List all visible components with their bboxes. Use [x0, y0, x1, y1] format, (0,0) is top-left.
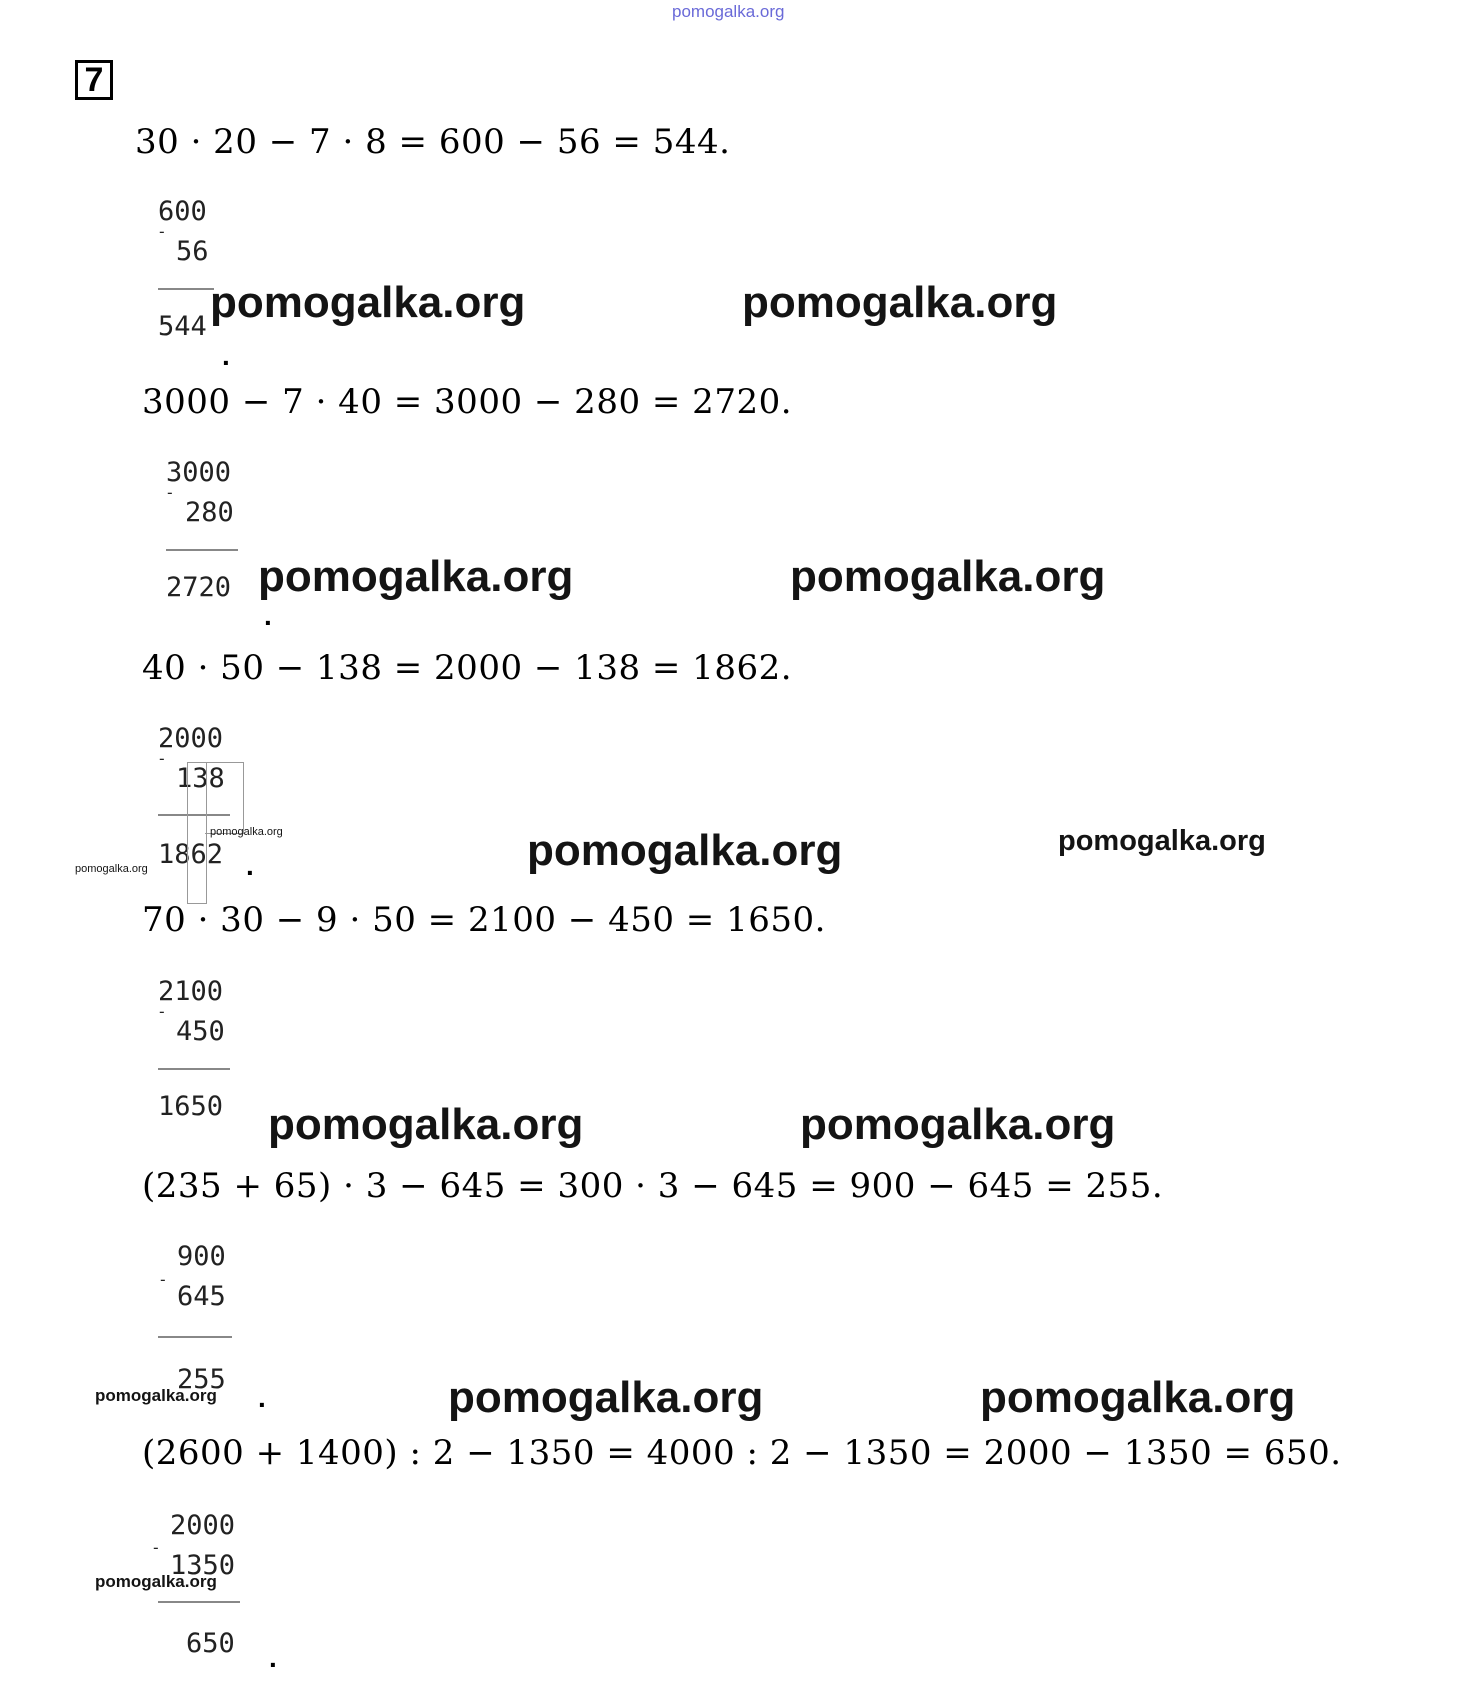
column-6-rule: [158, 1601, 240, 1603]
column-1-rule: [158, 288, 214, 290]
watermark-small: pomogalka.org: [95, 1386, 217, 1405]
watermark: pomogalka.org: [742, 278, 1058, 327]
scan-artifact-frame: [187, 762, 207, 904]
watermark: pomogalka.org: [980, 1373, 1296, 1422]
column-1-minus: -: [157, 222, 167, 241]
column-1-result: 544: [158, 311, 207, 342]
watermark: pomogalka.org: [527, 826, 843, 875]
equation-1: 30 · 20 − 7 · 8 = 600 − 56 = 544.: [135, 122, 731, 162]
column-3-result: 1862: [158, 839, 224, 870]
column-4-minuend: 2100: [158, 976, 224, 1007]
task-number: 7: [84, 60, 104, 99]
watermark: pomogalka.org: [1058, 825, 1266, 857]
column-1-minuend: 600: [158, 196, 207, 227]
watermark-small: pomogalka.org: [75, 863, 148, 875]
column-6-minuend: 2000: [170, 1510, 236, 1541]
column-3-minus: -: [157, 749, 167, 768]
column-5-period: .: [258, 1382, 266, 1413]
column-2-period: .: [264, 600, 272, 631]
column-6-period: .: [269, 1642, 277, 1673]
column-2-result: 2720: [166, 572, 232, 603]
watermark: pomogalka.org: [790, 552, 1106, 601]
column-2-minuend: 3000: [166, 457, 232, 488]
column-6-subtrahend: 1350: [170, 1550, 236, 1581]
column-1-subtrahend: 56: [176, 236, 209, 267]
column-5-rule: [158, 1336, 232, 1338]
watermark: pomogalka.org: [258, 552, 574, 601]
equation-4: 70 · 30 − 9 · 50 = 2100 − 450 = 1650.: [142, 900, 826, 940]
column-4-minus: -: [157, 1002, 167, 1021]
column-4-rule: [158, 1068, 230, 1070]
column-6-minus: -: [151, 1538, 161, 1557]
column-6-result: 650: [186, 1628, 235, 1659]
watermark: pomogalka.org: [448, 1373, 764, 1422]
column-2-minus: -: [165, 483, 175, 502]
column-3-subtrahend: 138: [176, 763, 225, 794]
watermark-small: pomogalka.org: [210, 826, 283, 838]
watermark-small: pomogalka.org: [95, 1572, 217, 1591]
watermark: pomogalka.org: [210, 278, 526, 327]
equation-5: (235 + 65) · 3 − 645 = 300 · 3 − 645 = 900 − 645 = 255.: [142, 1166, 1164, 1206]
watermark: pomogalka.org: [268, 1100, 584, 1149]
column-5-minus: -: [158, 1270, 168, 1289]
equation-6: (2600 + 1400) : 2 − 1350 = 4000 : 2 − 1350 = 2000 − 1350 = 650.: [142, 1433, 1342, 1473]
top-watermark: pomogalka.org: [672, 2, 785, 21]
column-2-rule: [166, 549, 238, 551]
column-2-subtrahend: 280: [185, 497, 234, 528]
column-5-result: 255: [177, 1364, 226, 1395]
column-5-subtrahend: 645: [177, 1281, 226, 1312]
column-3-minuend: 2000: [158, 723, 224, 754]
column-4-result: 1650: [158, 1091, 224, 1122]
column-5-minuend: 900: [177, 1241, 226, 1272]
column-1-period: .: [222, 340, 230, 371]
column-3-period: .: [246, 850, 254, 881]
column-4-subtrahend: 450: [176, 1016, 225, 1047]
task-number-box: [75, 60, 113, 100]
scan-artifact-frame: [205, 762, 244, 834]
watermark: pomogalka.org: [800, 1100, 1116, 1149]
equation-3: 40 · 50 − 138 = 2000 − 138 = 1862.: [142, 648, 793, 688]
equation-2: 3000 − 7 · 40 = 3000 − 280 = 2720.: [142, 382, 793, 422]
